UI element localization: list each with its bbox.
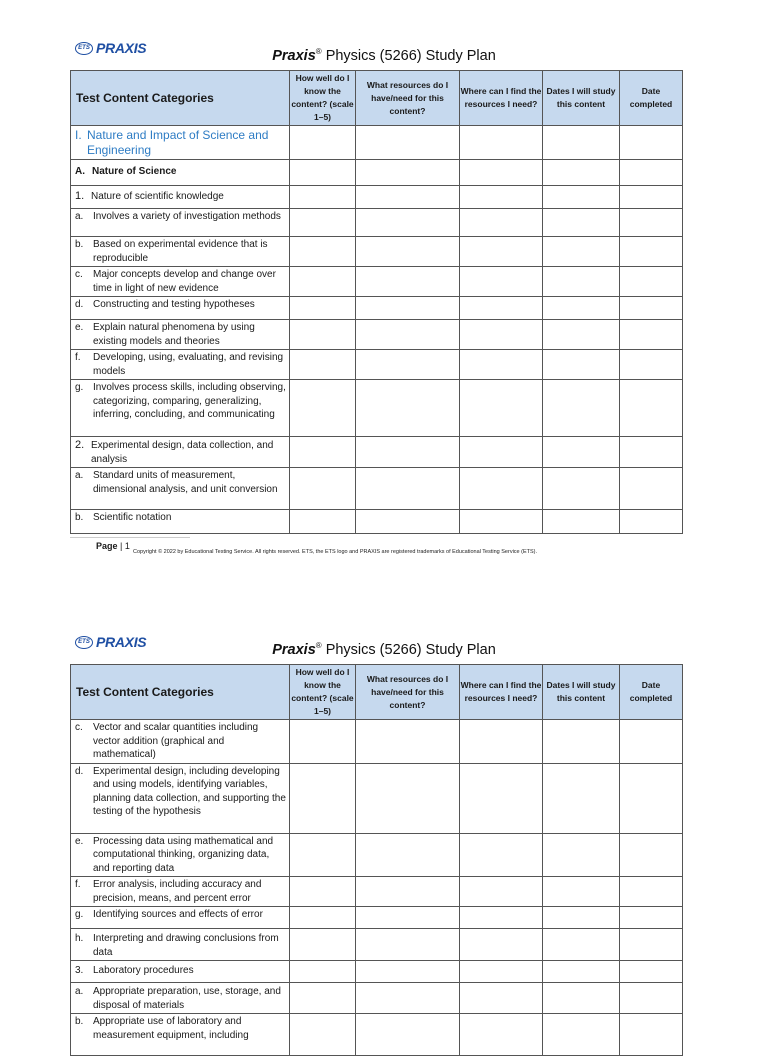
header-resources: What resources do I have/need for this content?: [356, 665, 460, 720]
row-label: 2.: [75, 439, 85, 451]
category-cell: [71, 1014, 290, 1056]
title-reg-mark: ®: [315, 641, 322, 650]
row-label: e.: [75, 322, 84, 333]
resources-cell[interactable]: [356, 186, 460, 209]
resources-cell[interactable]: [356, 267, 460, 297]
row-text: Experimental design, data collection, and analysis: [91, 440, 274, 465]
page-number: [96, 541, 130, 551]
how-well-cell[interactable]: [290, 1014, 356, 1056]
where-cell[interactable]: [460, 720, 543, 764]
completed-cell[interactable]: [620, 209, 683, 237]
header-how-well: How well do I know the content? (scale 1–5): [290, 71, 356, 126]
dates-cell[interactable]: [543, 237, 620, 267]
completed-cell[interactable]: [620, 983, 683, 1014]
resources-cell[interactable]: [356, 209, 460, 237]
how-well-cell[interactable]: [290, 720, 356, 764]
where-cell[interactable]: [460, 160, 543, 186]
where-cell[interactable]: [460, 237, 543, 267]
how-well-cell[interactable]: [290, 763, 356, 833]
row-text: Involves process skills, including observing, categorizing, comparing, generalizing, inferring, concluding, and communicating: [93, 382, 286, 420]
category-cell: [71, 380, 290, 437]
table-row: [71, 160, 683, 186]
title-brand: Praxis: [272, 641, 316, 658]
page-title: [0, 47, 768, 64]
dates-cell[interactable]: [543, 510, 620, 534]
row-label: a.: [75, 986, 84, 997]
row-label: c.: [75, 269, 83, 280]
row-text: Scientific notation: [93, 512, 172, 523]
category-cell: [71, 877, 290, 907]
row-label: I.: [75, 128, 82, 142]
table-row: [71, 126, 683, 160]
category-cell: [71, 186, 290, 209]
dates-cell[interactable]: [543, 1014, 620, 1056]
header-resources: What resources do I have/need for this content?: [356, 71, 460, 126]
dates-cell[interactable]: [543, 267, 620, 297]
resources-cell[interactable]: [356, 437, 460, 468]
table-row: [71, 297, 683, 320]
table-row: [71, 877, 683, 907]
row-text: Developing, using, evaluating, and revising models: [93, 352, 284, 377]
table-row: [71, 380, 683, 437]
category-cell: [71, 929, 290, 961]
category-cell: [71, 209, 290, 237]
title-reg-mark: ®: [315, 47, 322, 56]
resources-cell[interactable]: [356, 320, 460, 350]
page-title: [0, 641, 768, 658]
completed-cell[interactable]: [620, 186, 683, 209]
resources-cell[interactable]: [356, 983, 460, 1014]
dates-cell[interactable]: [543, 297, 620, 320]
dates-cell[interactable]: [543, 380, 620, 437]
resources-cell[interactable]: [356, 468, 460, 510]
category-cell: [71, 297, 290, 320]
resources-cell[interactable]: [356, 763, 460, 833]
category-cell: [71, 437, 290, 468]
row-text: Identifying sources and effects of error: [93, 909, 263, 920]
header-completed: Date completed: [620, 665, 683, 720]
table-row: [71, 833, 683, 877]
how-well-cell[interactable]: [290, 983, 356, 1014]
where-cell[interactable]: [460, 877, 543, 907]
dates-cell[interactable]: [543, 350, 620, 380]
row-label: c.: [75, 722, 83, 733]
resources-cell[interactable]: [356, 1014, 460, 1056]
dates-cell[interactable]: [543, 437, 620, 468]
title-rest: Physics (5266) Study Plan: [321, 47, 496, 64]
completed-cell[interactable]: [620, 160, 683, 186]
completed-cell[interactable]: [620, 380, 683, 437]
category-cell: [71, 720, 290, 764]
header-completed: Date completed: [620, 71, 683, 126]
completed-cell[interactable]: [620, 833, 683, 877]
how-well-cell[interactable]: [290, 961, 356, 983]
table-row: [71, 320, 683, 350]
how-well-cell[interactable]: [290, 468, 356, 510]
dates-cell[interactable]: [543, 186, 620, 209]
where-cell[interactable]: [460, 961, 543, 983]
page-number-value: 1: [124, 541, 130, 551]
completed-cell[interactable]: [620, 437, 683, 468]
table-row: [71, 929, 683, 961]
how-well-cell[interactable]: [290, 126, 356, 160]
category-cell: [71, 320, 290, 350]
table-row: [71, 763, 683, 833]
resources-cell[interactable]: [356, 510, 460, 534]
row-label: f.: [75, 352, 81, 363]
completed-cell[interactable]: [620, 961, 683, 983]
praxis-logo-text: PRAXIS: [96, 40, 147, 56]
dates-cell[interactable]: [543, 320, 620, 350]
category-cell: [71, 983, 290, 1014]
where-cell[interactable]: [460, 186, 543, 209]
row-label: b.: [75, 1016, 84, 1027]
where-cell[interactable]: [460, 833, 543, 877]
row-label: f.: [75, 879, 81, 890]
dates-cell[interactable]: [543, 468, 620, 510]
table-row: [71, 468, 683, 510]
row-text: Based on experimental evidence that is reproducible: [93, 239, 268, 264]
row-text: Constructing and testing hypotheses: [93, 299, 255, 310]
study-plan-table: [70, 70, 683, 534]
where-cell[interactable]: [460, 510, 543, 534]
where-cell[interactable]: [460, 907, 543, 929]
row-text: Standard units of measurement, dimensional analysis, and unit conversion: [93, 470, 278, 495]
row-text: Major concepts develop and change over time in light of new evidence: [93, 269, 276, 294]
row-text: Nature and Impact of Science and Engineering: [87, 128, 269, 157]
row-text: Involves a variety of investigation methods: [93, 211, 281, 222]
how-well-cell[interactable]: [290, 877, 356, 907]
dates-cell[interactable]: [543, 720, 620, 764]
row-label: d.: [75, 299, 84, 310]
resources-cell[interactable]: [356, 929, 460, 961]
how-well-cell[interactable]: [290, 380, 356, 437]
resources-cell[interactable]: [356, 877, 460, 907]
row-label: h.: [75, 933, 84, 944]
header-categories: Test Content Categories: [71, 71, 290, 126]
completed-cell[interactable]: [620, 297, 683, 320]
row-text: Interpreting and drawing conclusions from data: [93, 933, 279, 958]
how-well-cell[interactable]: [290, 510, 356, 534]
resources-cell[interactable]: [356, 297, 460, 320]
row-label: a.: [75, 470, 84, 481]
resources-cell[interactable]: [356, 961, 460, 983]
dates-cell[interactable]: [543, 209, 620, 237]
how-well-cell[interactable]: [290, 833, 356, 877]
row-label: 3.: [75, 965, 84, 976]
how-well-cell[interactable]: [290, 186, 356, 209]
completed-cell[interactable]: [620, 320, 683, 350]
completed-cell[interactable]: [620, 877, 683, 907]
how-well-cell[interactable]: [290, 160, 356, 186]
dates-cell[interactable]: [543, 983, 620, 1014]
header-how-well: How well do I know the content? (scale 1–5): [290, 665, 356, 720]
category-cell: [71, 961, 290, 983]
praxis-logo-text: PRAXIS: [96, 634, 147, 650]
how-well-cell[interactable]: [290, 297, 356, 320]
resources-cell[interactable]: [356, 160, 460, 186]
row-text: Appropriate preparation, use, storage, and disposal of materials: [93, 986, 281, 1011]
completed-cell[interactable]: [620, 237, 683, 267]
resources-cell[interactable]: [356, 907, 460, 929]
completed-cell[interactable]: [620, 267, 683, 297]
row-text: Experimental design, including developing and using models, identifying variables, planning data collection, and supporting the testing of the hypothesis: [93, 765, 286, 817]
where-cell[interactable]: [460, 126, 543, 160]
completed-cell[interactable]: [620, 929, 683, 961]
table-row: [71, 209, 683, 237]
row-text: Error analysis, including accuracy and precision, means, and percent error: [93, 879, 262, 904]
completed-cell[interactable]: [620, 350, 683, 380]
completed-cell[interactable]: [620, 907, 683, 929]
table-row: [71, 437, 683, 468]
dates-cell[interactable]: [543, 160, 620, 186]
where-cell[interactable]: [460, 1014, 543, 1056]
category-cell: [71, 763, 290, 833]
row-text: Vector and scalar quantities including vector addition (graphical and mathematical): [93, 722, 259, 760]
row-label: d.: [75, 765, 84, 777]
category-cell: [71, 160, 290, 186]
study-plan-table: [70, 664, 683, 1056]
table-row: [71, 267, 683, 297]
ets-badge-text: ETS: [78, 639, 90, 645]
resources-cell[interactable]: [356, 833, 460, 877]
row-label: A.: [75, 166, 85, 177]
how-well-cell[interactable]: [290, 437, 356, 468]
where-cell[interactable]: [460, 437, 543, 468]
category-cell: [71, 237, 290, 267]
row-label: a.: [75, 211, 84, 222]
row-text: Appropriate use of laboratory and measurement equipment, including: [93, 1016, 249, 1041]
category-cell: [71, 267, 290, 297]
footer-divider: [70, 537, 190, 538]
row-label: e.: [75, 835, 84, 847]
resources-cell[interactable]: [356, 126, 460, 160]
where-cell[interactable]: [460, 320, 543, 350]
how-well-cell[interactable]: [290, 907, 356, 929]
completed-cell[interactable]: [620, 468, 683, 510]
row-label: g.: [75, 382, 84, 393]
category-cell: [71, 126, 290, 160]
how-well-cell[interactable]: [290, 237, 356, 267]
category-cell: [71, 907, 290, 929]
row-label: b.: [75, 512, 84, 523]
page-separator: |: [117, 541, 125, 551]
table-row: [71, 907, 683, 929]
where-cell[interactable]: [460, 929, 543, 961]
where-cell[interactable]: [460, 350, 543, 380]
row-text: Explain natural phenomena by using existing models and theories: [93, 322, 255, 347]
how-well-cell[interactable]: [290, 929, 356, 961]
ets-badge-text: ETS: [78, 45, 90, 51]
where-cell[interactable]: [460, 468, 543, 510]
table-header-row: [71, 665, 683, 720]
page-label: Page: [96, 541, 118, 551]
where-cell[interactable]: [460, 380, 543, 437]
completed-cell[interactable]: [620, 720, 683, 764]
row-label: g.: [75, 909, 84, 920]
header-where: Where can I find the resources I need?: [460, 665, 543, 720]
header-where: Where can I find the resources I need?: [460, 71, 543, 126]
where-cell[interactable]: [460, 763, 543, 833]
dates-cell[interactable]: [543, 907, 620, 929]
table-row: [71, 983, 683, 1014]
row-text: Nature of Science: [92, 166, 177, 177]
where-cell[interactable]: [460, 209, 543, 237]
completed-cell[interactable]: [620, 763, 683, 833]
table-row: [71, 510, 683, 534]
title-rest: Physics (5266) Study Plan: [321, 641, 496, 658]
dates-cell[interactable]: [543, 126, 620, 160]
category-cell: [71, 510, 290, 534]
dates-cell[interactable]: [543, 929, 620, 961]
category-cell: [71, 833, 290, 877]
completed-cell[interactable]: [620, 1014, 683, 1056]
table-row: [71, 350, 683, 380]
header-categories: Test Content Categories: [71, 665, 290, 720]
where-cell[interactable]: [460, 297, 543, 320]
dates-cell[interactable]: [543, 763, 620, 833]
category-cell: [71, 468, 290, 510]
where-cell[interactable]: [460, 267, 543, 297]
category-cell: [71, 350, 290, 380]
resources-cell[interactable]: [356, 237, 460, 267]
completed-cell[interactable]: [620, 126, 683, 160]
row-text: Processing data using mathematical and computational thinking, organizing data, and reporting data: [93, 835, 274, 874]
header-dates: Dates I will study this content: [543, 71, 620, 126]
resources-cell[interactable]: [356, 350, 460, 380]
row-text: Laboratory procedures: [93, 965, 194, 976]
table-row: [71, 1014, 683, 1056]
row-label: 1.: [75, 190, 85, 202]
table-header-row: [71, 71, 683, 126]
completed-cell[interactable]: [620, 510, 683, 534]
table-row: [71, 720, 683, 764]
header-dates: Dates I will study this content: [543, 665, 620, 720]
dates-cell[interactable]: [543, 961, 620, 983]
where-cell[interactable]: [460, 983, 543, 1014]
table-row: [71, 186, 683, 209]
row-label: b.: [75, 239, 84, 250]
table-row: [71, 237, 683, 267]
resources-cell[interactable]: [356, 720, 460, 764]
table-row: [71, 961, 683, 983]
row-text: Nature of scientific knowledge: [91, 191, 224, 202]
how-well-cell[interactable]: [290, 350, 356, 380]
dates-cell[interactable]: [543, 833, 620, 877]
title-brand: Praxis: [272, 47, 316, 64]
copyright-notice: Copyright © 2022 by Educational Testing Service. All rights reserved. ETS, the ETS logo and PRAXIS are registered trademarks of Educational Testing Service (ETS).: [133, 549, 538, 555]
how-well-cell[interactable]: [290, 267, 356, 297]
how-well-cell[interactable]: [290, 320, 356, 350]
resources-cell[interactable]: [356, 380, 460, 437]
dates-cell[interactable]: [543, 877, 620, 907]
how-well-cell[interactable]: [290, 209, 356, 237]
